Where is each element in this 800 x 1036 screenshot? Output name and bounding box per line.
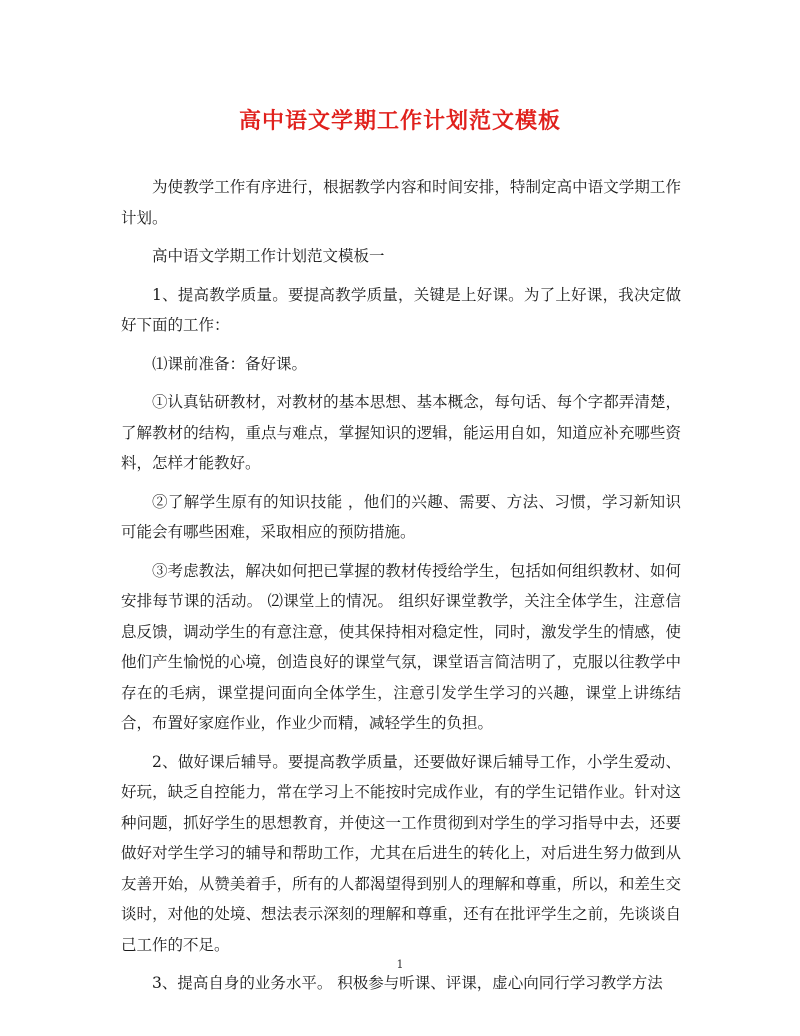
paragraph-professional-level: 3、提高自身的业务水平。 积极参与听课、评课，虚心向同行学习教学方法 [152,974,663,992]
document-title: 高中语文学期工作计划范文模板 [238,108,561,134]
section-heading: 高中语文学期工作计划范文模板一 [152,247,385,265]
paragraph-after-class-tutoring: 2、做好课后辅导。要提高教学质量，还要做好课后辅导工作，小学生爱动、好玩，缺乏自控能力，常在学习上不能按时完成作业，有的学生记错作业。针对这种问题，抓好学生的思想教育，并使这一工作贯彻到对学生的学习指导中去，还要做好对学生学习的辅导和帮助工作，尤其在后进生的转化上，对后进生努力做到从友善开始，从赞美着手，所有的人都渴望得到别人的理解和尊重，所以，和差生交谈时，对他的处境、想法表示深刻的理解和尊重，还有在批评学生之前，先谈谈自己工作的不足。 [121,752,681,954]
paragraph-study-materials: ①认真钻研教材，对教材的基本思想、基本概念，每句话、每个字都弄清楚，了解教材的结构，重点与难点，掌握知识的逻辑，能运用自如，知道应补充哪些资料，怎样才能教好。 [121,393,681,472]
intro-paragraph: 为使教学工作有序进行，根据教学内容和时间安排，特制定高中语文学期工作计划。 [121,178,681,227]
paragraph-lesson-prep: ⑴课前准备：备好课。 [152,354,308,373]
page-number: 1 [396,958,404,971]
paragraph-know-students: ②了解学生原有的知识技能 ，他们的兴趣、需要、方法、习惯，学习新知识可能会有哪些困难，采取相应的预防措施。 [121,492,681,541]
paragraph-teaching-methods: ③考虑教法，解决如何把已掌握的教材传授给学生，包括如何组织教材、如何安排每节课的活动。 ⑵课堂上的情况。 组织好课堂教学，关注全体学生，注意信息反馈，调动学生的有意注意，使其保持相对稳定性，同时，激发学生的情感，使他们产生愉悦的心境，创造良好的课堂气氛，课堂语言简洁明了，克服以往教学中存在的毛病，课堂提问面向全体学生，注意引发学生学习的兴趣，课堂上讲练结合，布置好家庭作业，作业少而精，减轻学生的负担。 [121,561,681,732]
document-body [121,172,681,1007]
paragraph-improve-quality: 1、提高教学质量。要提高教学质量，关键是上好课。为了上好课，我决定做好下面的工作： [121,285,681,334]
